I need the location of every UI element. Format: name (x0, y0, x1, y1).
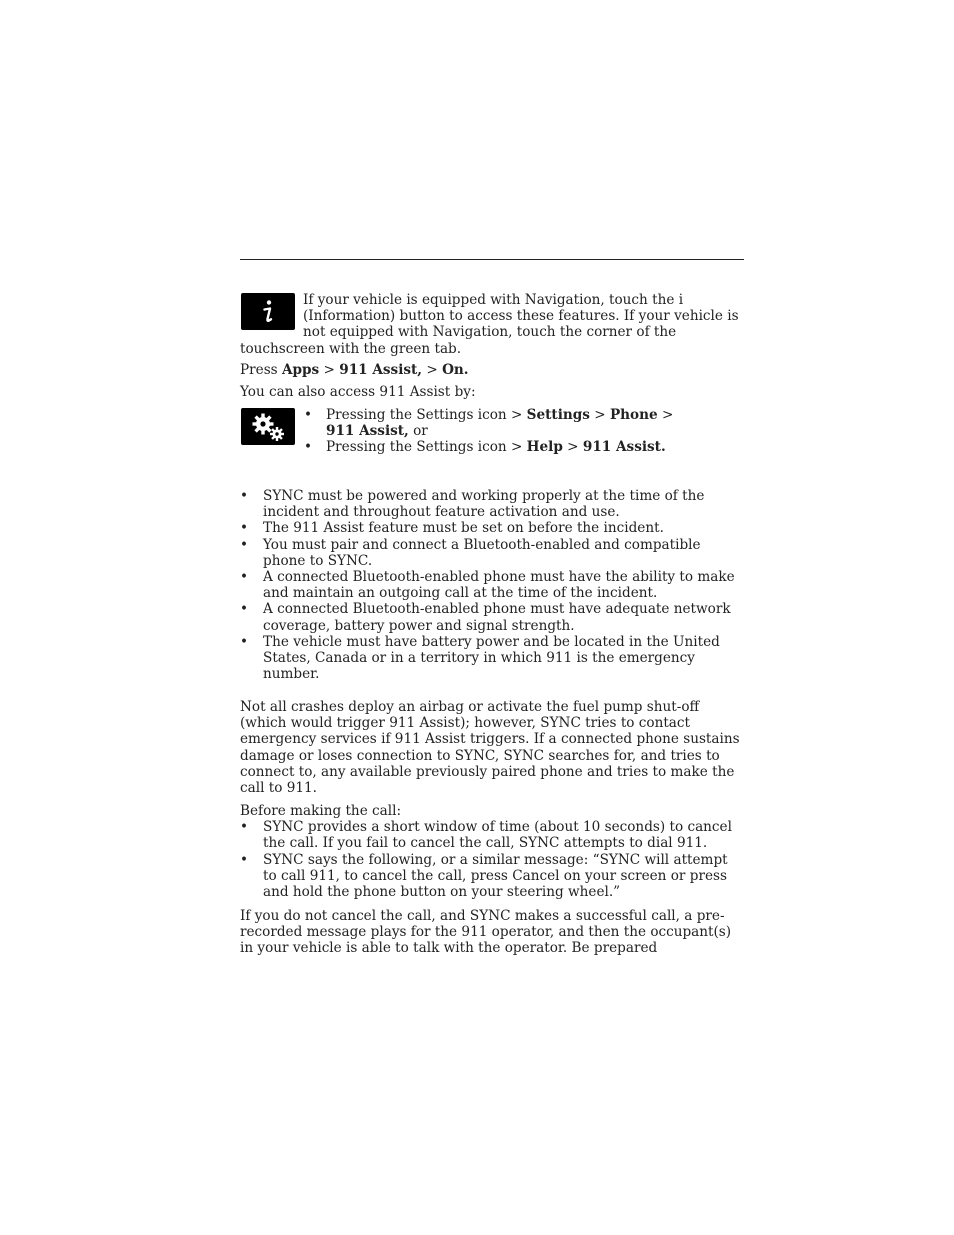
list-item (304, 407, 704, 439)
separator: > (657, 407, 674, 423)
separator: > (562, 439, 583, 456)
list-item: • The vehicle must have battery power and be located in the United States, Canada or in a territory in which 911 is the emergency number. (240, 634, 744, 683)
press-prefix: Press (240, 362, 282, 378)
separator: > (319, 362, 340, 378)
press-instruction (240, 362, 744, 378)
crash-paragraph-block (240, 699, 744, 796)
info-paragraph: If your vehicle is equipped with Navigation, touch the i (Information) button to access these features. If your vehicle is not equipped with Navigation, touch the corner of the touchscreen with the green tab. (240, 292, 739, 357)
settings-gears-icon (241, 408, 295, 445)
list-item: • SYNC says the following, or a similar message: “SYNC will attempt to call 911, to cancel the call, press Cancel on your screen or press and hold the phone button on your steering wheel.” (240, 852, 744, 901)
assist-label: 911 Assist, (326, 423, 409, 440)
list-item: • A connected Bluetooth-enabled phone must have the ability to make and maintain an outgoing call at the time of the incident. (240, 569, 744, 601)
list-item: • A connected Bluetooth-enabled phone must have adequate network coverage, battery power and signal strength. (240, 601, 744, 633)
option-text: Pressing the Settings icon > (326, 439, 527, 456)
also-access (240, 384, 744, 400)
list-item: • You must pair and connect a Bluetooth-enabled and compatible phone to SYNC. (240, 537, 744, 569)
assist-label: 911 Assist, (339, 362, 423, 378)
apps-label: Apps (281, 362, 320, 378)
option-tail: or (408, 423, 428, 440)
before-call-block (240, 803, 744, 900)
list-item (304, 439, 704, 455)
settings-options-list (304, 407, 704, 456)
assist-label: 911 Assist. (582, 439, 666, 456)
requirements-list (240, 488, 744, 682)
separator: > (422, 362, 443, 378)
separator: > (589, 407, 610, 423)
also-access-text: You can also access 911 Assist by: (240, 384, 476, 400)
before-call-heading: Before making the call: (240, 803, 402, 819)
help-label: Help (526, 439, 563, 456)
list-item: • The 911 Assist feature must be set on before the incident. (240, 520, 744, 536)
info-paragraph-block (240, 292, 744, 357)
list-item: • SYNC must be powered and working properly at the time of the incident and throughout feature activation and use. (240, 488, 744, 520)
header-divider (240, 259, 744, 260)
final-paragraph: If you do not cancel the call, and SYNC makes a successful call, a pre-recorded message plays for the 911 operator, and then the occupant(s) in your vehicle is able to talk with the operator. Be prepared (240, 908, 732, 957)
settings-label: Settings (526, 407, 590, 423)
list-item: • SYNC provides a short window of time (about 10 seconds) to cancel the call. If you fail to cancel the call, SYNC attempts to dial 911. (240, 819, 744, 851)
phone-label: Phone (609, 407, 658, 423)
final-paragraph-block (240, 908, 744, 957)
option-text: Pressing the Settings icon > (326, 407, 527, 423)
on-label: On. (442, 362, 469, 378)
crash-paragraph: Not all crashes deploy an airbag or activate the fuel pump shut-off (which would trigger 911 Assist); however, SYNC tries to contact emergency services if 911 Assist triggers. If a connected phone sustains damage or loses connection to SYNC, SYNC searches for, and tries to connect to, any available previously paired phone and tries to make the call to 911. (240, 699, 740, 797)
